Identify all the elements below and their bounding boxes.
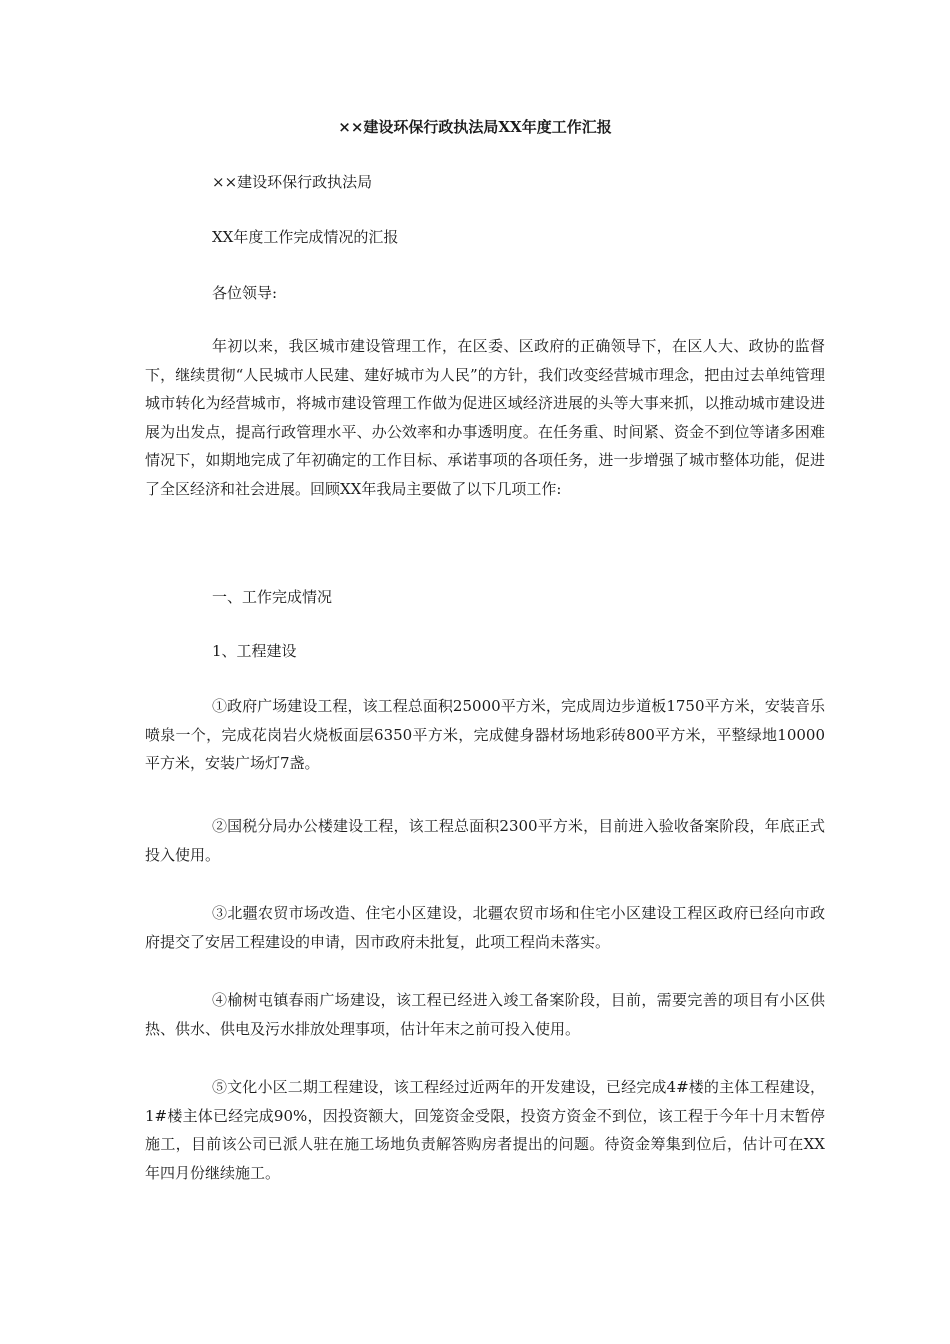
subsection-heading: 1、工程建设 <box>212 642 297 660</box>
report-subtitle: XX年度工作完成情况的汇报 <box>212 228 399 246</box>
salutation: 各位领导: <box>212 284 278 302</box>
org-name: ××建设环保行政执法局 <box>212 173 373 191</box>
item-paragraph-3: ③北疆农贸市场改造、住宅小区建设，北疆农贸市场和住宅小区建设工程区政府已经向市政府提交了安居工程建设的申请，因市政府未批复，此项工程尚未落实。 <box>145 904 825 951</box>
item-paragraph-4: ④榆树屯镇春雨广场建设，该工程已经进入竣工备案阶段，目前，需要完善的项目有小区供热、供水、供电及污水排放处理事项，估计年末之前可投入使用。 <box>145 991 825 1038</box>
item-paragraph-5: ⑤文化小区二期工程建设，该工程经过近两年的开发建设，已经完成4#楼的主体工程建设，1#楼主体已经完成90%，因投资额大，回笼资金受限，投资方资金不到位，该工程于今年十月末暂停施工，目前该公司已派人驻在施工场地负责解答购房者提出的问题。待资金筹集到位后，估计可在XX年四月份继续施工。 <box>145 1078 825 1182</box>
item-paragraph-1: ①政府广场建设工程，该工程总面积25000平方米，完成周边步道板1750平方米，安装音乐喷泉一个，完成花岗岩火烧板面层6350平方米，完成健身器材场地彩砖800平方米，平整绿地10000平方米，安装广场灯7盏。 <box>145 697 825 772</box>
document-title: ××建设环保行政执法局XX年度工作汇报 <box>338 118 612 136</box>
section-heading: 一、工作完成情况 <box>212 588 333 606</box>
intro-paragraph: 年初以来，我区城市建设管理工作，在区委、区政府的正确领导下，在区人大、政协的监督下，继续贯彻“人民城市人民建、建好城市为人民”的方针，我们改变经营城市理念，把由过去单纯管理城市转化为经营城市，将城市建设管理工作做为促进区域经济进展的头等大事来抓，以推动城市建设进展为出发点，提高行政管理水平、办公效率和办事透明度。在任务重、时间紧、资金不到位等诸多困难情况下，如期地完成了年初确定的工作目标、承诺事项的各项任务，进一步增强了城市整体功能，促进了全区经济和社会进展。回顾XX年我局主要做了以下几项工作: <box>145 337 825 498</box>
item-paragraph-2: ②国税分局办公楼建设工程，该工程总面积2300平方米，目前进入验收备案阶段，年底正式投入使用。 <box>145 817 825 864</box>
